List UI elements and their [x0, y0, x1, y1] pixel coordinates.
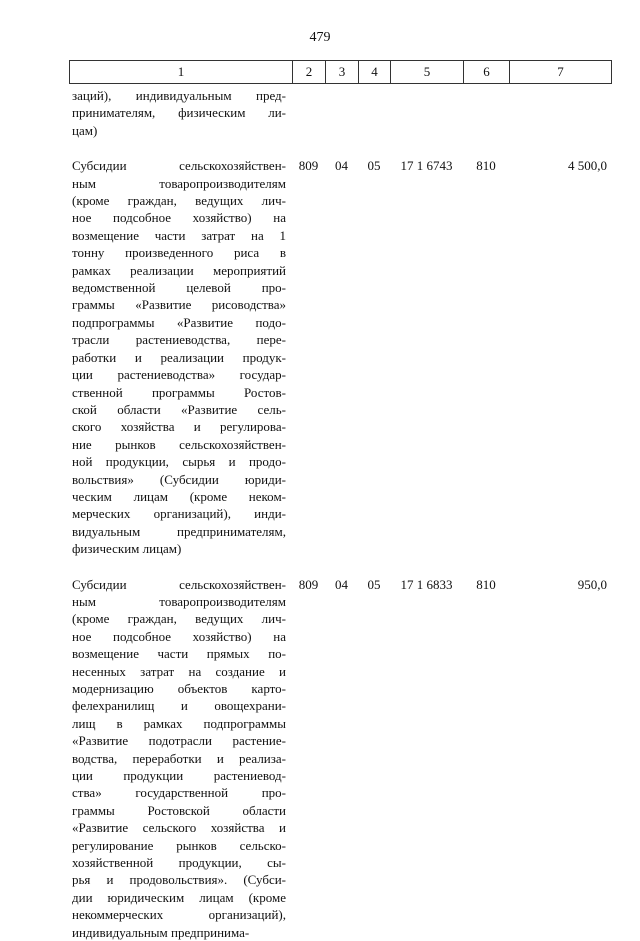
- subsection-code: 05: [367, 158, 381, 174]
- description-line: ние рынков сельскохозяйствен-: [72, 436, 286, 452]
- table-row: [69, 157, 611, 557]
- description-line: рья и продовольствия». (Субси-: [72, 872, 286, 888]
- description-line: хозяйственной продукции, сы-: [72, 855, 286, 871]
- ministry-code: 809: [298, 576, 319, 592]
- column-header-table: [69, 60, 612, 84]
- subsection-code: 05: [367, 576, 381, 592]
- description-line: ции продукции растениевод-: [72, 768, 286, 784]
- expense-type-code: 810: [476, 158, 496, 174]
- description-line: некоммерческих организаций),: [72, 907, 286, 923]
- ministry-code: 809: [298, 158, 319, 174]
- description-line: цам): [72, 122, 98, 138]
- description-line: «Развитие подотрасли растение-: [72, 733, 286, 749]
- target-article-code: [390, 87, 463, 139]
- row-description: [69, 157, 292, 557]
- target-article-code: 17 1 6743: [400, 158, 453, 174]
- subsection-code: [358, 87, 390, 139]
- description-line: ской области «Развитие сель-: [72, 401, 286, 417]
- expense-type-code: [463, 87, 509, 139]
- description-line: вольствия» (Субсидии юриди-: [72, 471, 286, 487]
- description-line: мерческих организаций), инди-: [72, 506, 286, 522]
- description-line: ведомственной целевой про-: [72, 280, 286, 296]
- description-line: регулирование рынков сельско-: [72, 837, 286, 853]
- description-line: модернизацию объектов карто-: [72, 681, 286, 696]
- description-line: (кроме граждан, ведущих лич-: [72, 611, 286, 627]
- row-spacer: [69, 558, 611, 576]
- description-line: физическим лицам): [72, 541, 182, 557]
- description-line: принимателям, физическим ли-: [72, 105, 286, 121]
- page-number: 479: [309, 30, 331, 45]
- target-article-code: 17 1 6833: [400, 576, 453, 592]
- description-line: (кроме граждан, ведущих лич-: [72, 193, 286, 209]
- description-line: заций), индивидуальным пред-: [72, 88, 286, 103]
- description-line: ное подсобное хозяйство) на: [72, 628, 286, 644]
- description-line: ным товаропроизводителям: [72, 593, 286, 609]
- description-line: трасли растениеводства, пере-: [72, 332, 286, 348]
- row-spacer: [69, 139, 611, 157]
- description-line: Субсидии сельскохозяйствен-: [72, 158, 286, 174]
- description-line: ное подсобное хозяйство) на: [72, 210, 286, 226]
- amount-value: [509, 87, 611, 139]
- description-line: дии юридическим лицам (кроме: [72, 889, 286, 905]
- description-line: возмещение части прямых по-: [72, 646, 286, 662]
- description-line: ции растениеводства» государ-: [72, 367, 286, 383]
- description-line: ственной программы Ростов-: [72, 384, 286, 400]
- description-line: граммы «Развитие рисоводства»: [72, 297, 286, 313]
- column-header-6: 6: [464, 61, 510, 84]
- description-line: ной продукции, сырья и продо-: [72, 454, 286, 470]
- description-line: ского хозяйства и регулирова-: [72, 419, 286, 435]
- table-row: [69, 576, 611, 941]
- column-header-2: 2: [293, 61, 326, 84]
- column-header-1: 1: [70, 61, 293, 84]
- row-description: [69, 87, 292, 139]
- description-line: видуальным предпринимателям,: [72, 523, 286, 539]
- section-code: [325, 87, 358, 139]
- description-line: подпрограммы «Развитие подо-: [72, 314, 286, 330]
- description-line: ческим лицам (кроме неком-: [72, 488, 286, 504]
- row-description: [69, 576, 292, 941]
- column-header-3: 3: [326, 61, 359, 84]
- budget-table: [69, 87, 611, 941]
- column-header-row: [70, 61, 612, 84]
- column-header-7: 7: [510, 61, 612, 84]
- section-code: 04: [335, 158, 348, 174]
- description-line: лищ в рамках подпрограммы: [72, 715, 286, 731]
- column-header-4: 4: [359, 61, 391, 84]
- amount-value: 950,0: [577, 576, 607, 592]
- description-line: возмещение части затрат на 1: [72, 227, 286, 243]
- ministry-code: [292, 87, 325, 139]
- description-line: водства, переработки и реализа-: [72, 750, 286, 766]
- description-line: несенных затрат на создание и: [72, 663, 286, 679]
- description-line: граммы Ростовской области: [72, 802, 286, 818]
- description-line: ным товаропроизводителям: [72, 175, 286, 191]
- column-header-5: 5: [391, 61, 464, 84]
- section-code: 04: [335, 576, 348, 592]
- description-line: рамках реализации мероприятий: [72, 262, 286, 278]
- description-line: фелехранилищ и овощехрани-: [72, 698, 286, 714]
- table-row: [69, 87, 611, 139]
- expense-type-code: 810: [476, 576, 496, 592]
- description-line: «Развитие сельского хозяйства и: [72, 820, 286, 836]
- description-line: индивидуальным предпринима-: [72, 924, 250, 940]
- description-line: работки и реализации продук-: [72, 349, 286, 365]
- description-line: тонну произведенного риса в: [72, 245, 286, 261]
- description-line: ства» государственной про-: [72, 785, 286, 801]
- amount-value: 4 500,0: [568, 158, 607, 174]
- description-line: Субсидии сельскохозяйствен-: [72, 576, 286, 592]
